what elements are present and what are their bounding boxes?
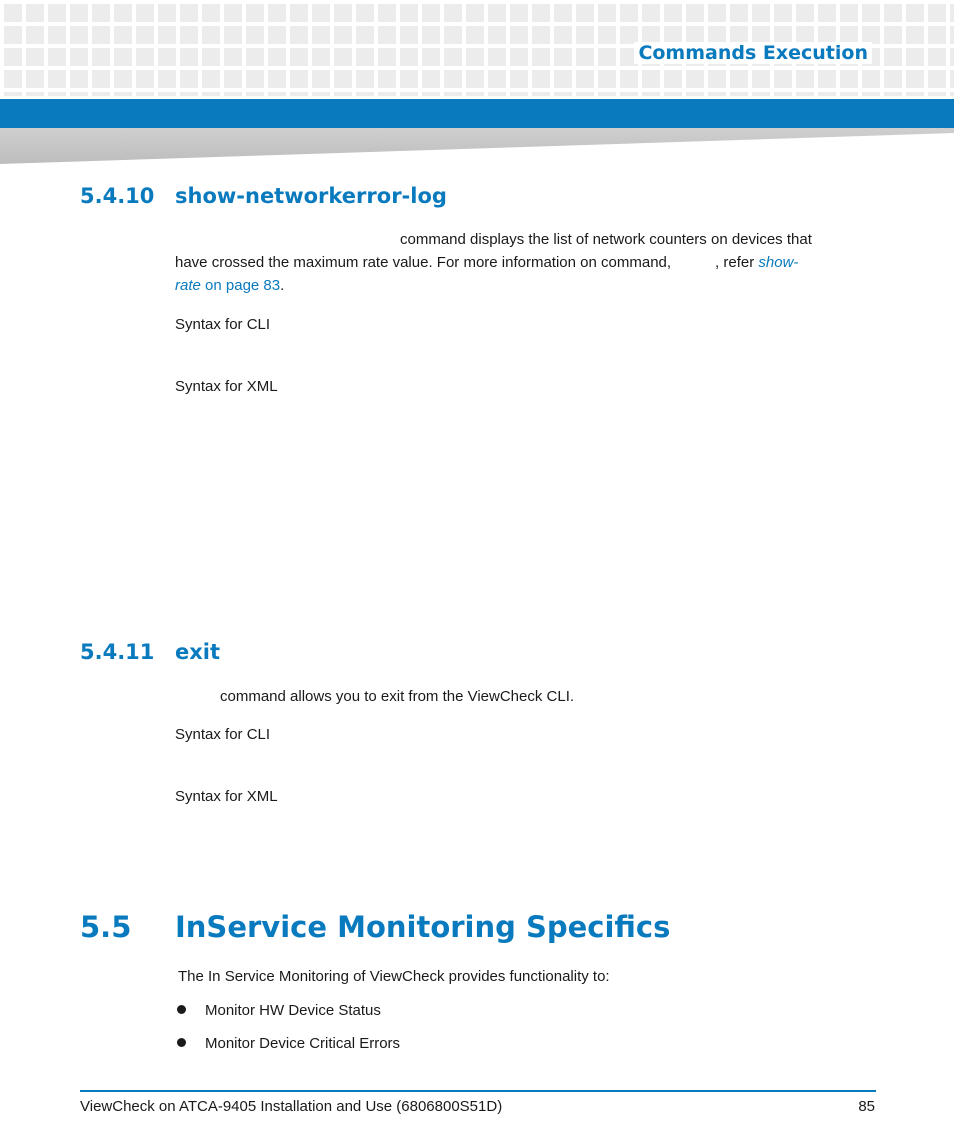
header-band (0, 99, 954, 128)
paragraph-exit (175, 685, 875, 708)
list-item-text: Monitor Device Critical Errors (205, 1035, 401, 1052)
footer-rule (80, 1090, 876, 1092)
syntax-cli-label: Syntax for CLI (175, 316, 271, 333)
paragraph-line-1: command displays the list of network counters on devices that (400, 231, 812, 248)
heading-5-4-10 (80, 184, 447, 208)
syntax-xml-label: Syntax for XML (175, 378, 278, 395)
line-text: , refer (715, 254, 755, 271)
paragraph-line-1: command allows you to exit from the ViewCheck CLI. (220, 688, 575, 705)
syntax-xml-label: Syntax for XML (175, 788, 278, 805)
syntax-cli-label: Syntax for CLI (175, 726, 271, 743)
paragraph-show-networkerror-log (175, 228, 875, 297)
section-title: InService Monitoring Specifics (175, 910, 671, 944)
list-item (177, 1035, 400, 1052)
heading-5-4-11 (80, 640, 220, 664)
bullet-icon (177, 1005, 186, 1014)
chapter-title: Commands Execution (634, 42, 872, 64)
header-wedge (0, 128, 954, 164)
list-item (177, 1002, 381, 1019)
section-title: exit (175, 640, 221, 664)
show-rate-link-cont[interactable]: rate (175, 277, 201, 294)
intro-text: The In Service Monitoring of ViewCheck provides functionality to: (178, 968, 610, 985)
bullet-icon (177, 1038, 186, 1047)
section-title: show-networkerror-log (175, 184, 447, 208)
list-item-text: Monitor HW Device Status (205, 1002, 381, 1019)
section-number: 5.4.11 (80, 640, 155, 664)
show-rate-link[interactable]: show- (758, 254, 799, 271)
footer-document-title: ViewCheck on ATCA-9405 Installation and Use (6806800S51D) (80, 1098, 503, 1115)
line-text: have crossed the maximum rate value. For more information on command, (175, 254, 672, 271)
section-number: 5.5 (80, 910, 132, 944)
section-number: 5.4.10 (80, 184, 155, 208)
page-number: 85 (858, 1098, 875, 1115)
paragraph-line-2 (175, 251, 875, 274)
page-reference-link[interactable]: on page 83 (205, 277, 281, 294)
paragraph-line-3 (175, 274, 875, 297)
heading-5-5 (80, 910, 670, 944)
period: . (280, 277, 285, 294)
